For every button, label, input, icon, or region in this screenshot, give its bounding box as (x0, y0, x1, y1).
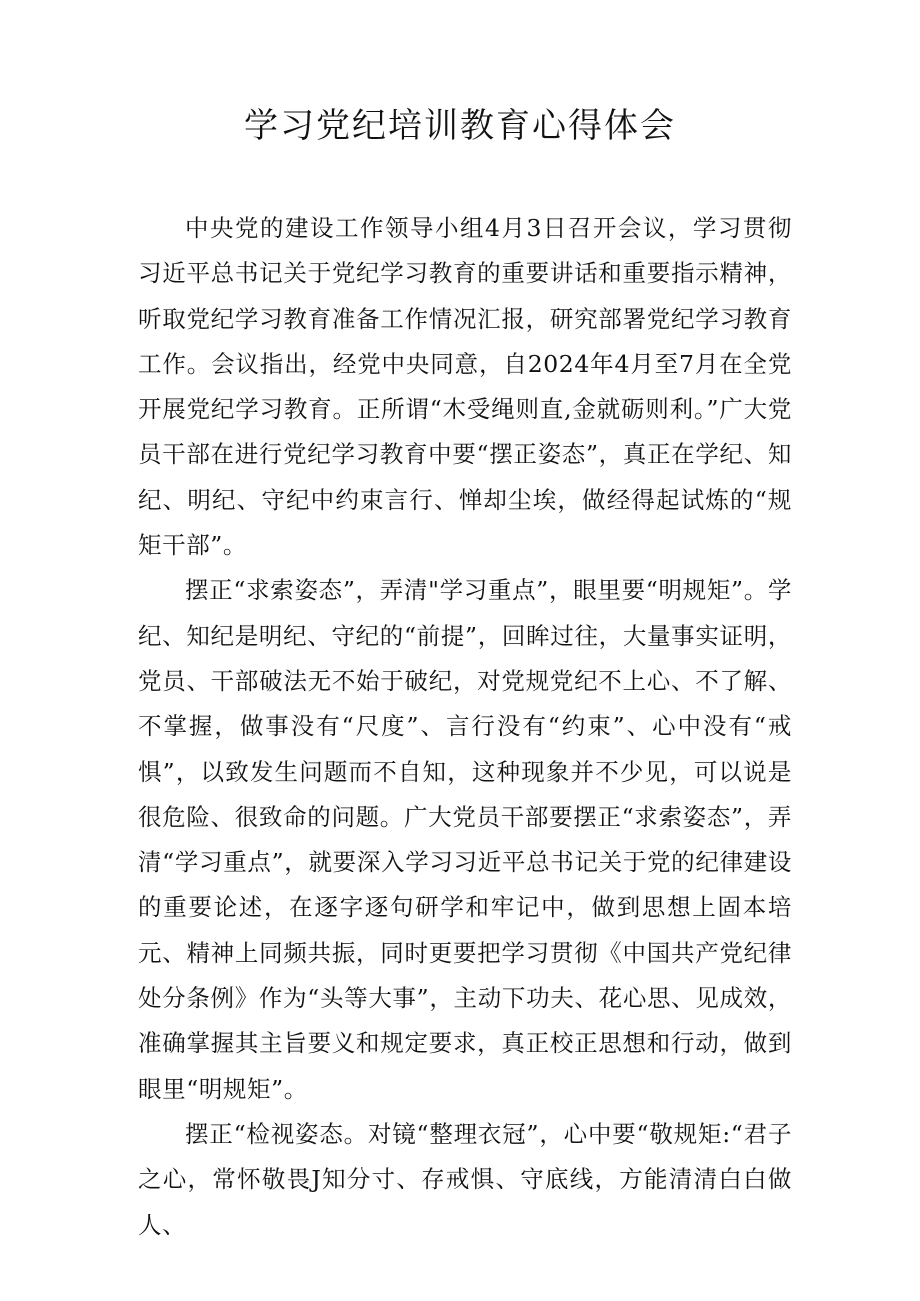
paragraph-inspection-posture: 摆正“检视姿态。对镜“整理衣冠”，心中要“敬规矩:“君子之心，常怀敬畏J知分寸、存戒惧、守底线，方能清清白白做人、 (138, 1119, 792, 1239)
paragraph-seeking-posture: 摆正“求索姿态”，弄清"学习重点”，眼里要“明规矩”。学纪、知纪是明纪、守纪的“前提”，回眸过往，大量事实证明，党员、干部破法无不始于破纪，对党规党纪不上心、不了解、不掌握，做事没有“尺度”、言行没有“约束”、心中没有“戒惧”，以致发生问题而不自知，这种现象并不少见，可以说是很危险、很致命的问题。广大党员干部要摆正“求索姿态”，弄清“学习重点”，就要深入学习习近平总书记关于党的纪律建设的重要论述，在逐字逐句研学和牢记中，做到思想上固本培元、精神上同频共振，同时更要把学习贯彻《中国共产党纪律处分条例》作为“头等大事”，主动下功夫、花心思、见成效，准确掌握其主旨要义和规定要求，真正校正思想和行动，做到眼里“明规矩”。 (138, 576, 792, 1103)
document-body (138, 206, 792, 1248)
paragraph-intro: 中央党的建设工作领导小组4月3日召开会议，学习贯彻习近平总书记关于党纪学习教育的重要讲话和重要指示精神，听取党纪学习教育准备工作情况汇报，研究部署党纪学习教育工作。会议指出，经党中央同意，自2024年4月至7月在全党开展党纪学习教育。正所谓“木受绳则直,金就砺则利。”广大党员干部在进行党纪学习教育中要“摆正姿态”，真正在学纪、知纪、明纪、守纪中约束言行、惮却尘埃，做经得起试炼的“规矩干部”。 (138, 214, 792, 560)
document-title: 学习党纪培训教育心得体会 (244, 106, 676, 146)
